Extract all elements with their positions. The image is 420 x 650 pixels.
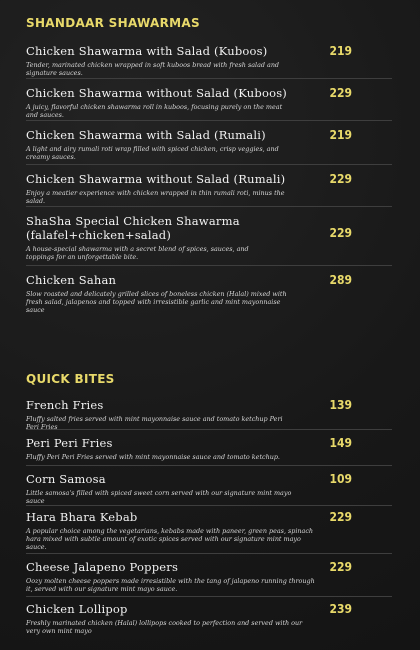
menu-item (26, 172, 394, 205)
item-price: 239 (329, 602, 352, 616)
menu-item (26, 602, 394, 635)
item-name: ShaSha Special Chicken Shawarma (falafel+chicken+salad) (26, 214, 240, 242)
menu-item (26, 472, 394, 505)
item-description: A juicy, flavorful chicken shawarma roll in kuboos, focusing purely on the meat and sauces. (26, 103, 283, 119)
item-name: Peri Peri Fries (26, 436, 113, 450)
item-description: Fluffy Peri Peri Fries served with mint mayonnaise sauce and tomato ketchup. (26, 453, 280, 461)
item-price: 229 (329, 226, 352, 240)
divider (26, 465, 392, 466)
item-price: 149 (329, 436, 352, 450)
item-price: 109 (329, 472, 352, 486)
item-name: French Fries (26, 398, 104, 412)
menu-item (26, 273, 394, 314)
menu-item (26, 560, 394, 593)
item-price: 219 (329, 128, 352, 142)
item-price: 289 (329, 273, 352, 287)
menu-item (26, 86, 394, 119)
menu-item (26, 44, 394, 77)
menu-item (26, 510, 394, 551)
item-price: 219 (329, 44, 352, 58)
item-description: Slow roasted and delicately grilled slices of boneless chicken (Halal) mixed with fresh salad, jalapenos and topped with irresistible garlic and mint mayonnaise sauce (26, 290, 287, 314)
divider (26, 120, 392, 121)
item-description: Tender, marinated chicken wrapped in soft kuboos bread with fresh salad and signature sauces. (26, 61, 280, 77)
divider (26, 505, 392, 506)
section-title-shawarmas: SHANDAAR SHAWARMAS (26, 16, 200, 30)
item-name: Corn Samosa (26, 472, 106, 486)
section-title-quick-bites: QUICK BITES (26, 372, 115, 386)
item-description: Oozy molten cheese poppers made irresistible with the tang of jalapeno running through it, served with our signature mint mayo sauce. (26, 577, 315, 593)
menu-item (26, 398, 394, 431)
item-description: Little samosa's filled with spiced sweet corn served with our signature mint mayo sauce (26, 489, 292, 505)
item-name: Cheese Jalapeno Poppers (26, 560, 179, 574)
menu-item (26, 128, 394, 161)
divider (26, 265, 392, 266)
divider (26, 596, 392, 597)
menu-item (26, 436, 394, 461)
divider (26, 164, 392, 165)
item-name: Chicken Sahan (26, 273, 117, 287)
item-name: Chicken Shawarma with Salad (Kuboos) (26, 44, 268, 58)
item-description: Fluffy salted fries served with mint mayonnaise sauce and tomato ketchup Peri Peri Fries (26, 415, 283, 431)
item-description: A house-special shawarma with a secret blend of spices, sauces, and toppings for an unforgettable bite. (26, 245, 249, 261)
item-description: A light and airy rumali roti wrap filled with spiced chicken, crisp veggies, and creamy sauces. (26, 145, 279, 161)
item-price: 229 (329, 560, 352, 574)
divider (26, 206, 392, 207)
divider (26, 429, 392, 430)
item-price: 139 (329, 398, 352, 412)
item-name: Chicken Shawarma without Salad (Kuboos) (26, 86, 287, 100)
menu-item (26, 214, 394, 261)
item-price: 229 (329, 510, 352, 524)
item-description: Freshly marinated chicken (Halal) lollipops cooked to perfection and served with our very own mint mayo (26, 619, 303, 635)
divider (26, 78, 392, 79)
item-price: 229 (329, 86, 352, 100)
item-price: 229 (329, 172, 352, 186)
item-name: Chicken Shawarma with Salad (Rumali) (26, 128, 266, 142)
item-name: Chicken Lollipop (26, 602, 128, 616)
item-description: A popular choice among the vegetarians, kebabs made with paneer, green peas, spinach hara mixed with subtle amount of exotic spices served with our signature mint mayo sauce. (26, 527, 314, 551)
item-name: Hara Bhara Kebab (26, 510, 138, 524)
item-name: Chicken Shawarma without Salad (Rumali) (26, 172, 286, 186)
item-description: Enjoy a meatier experience with chicken wrapped in thin rumali roti, minus the salad. (26, 189, 285, 205)
divider (26, 553, 392, 554)
